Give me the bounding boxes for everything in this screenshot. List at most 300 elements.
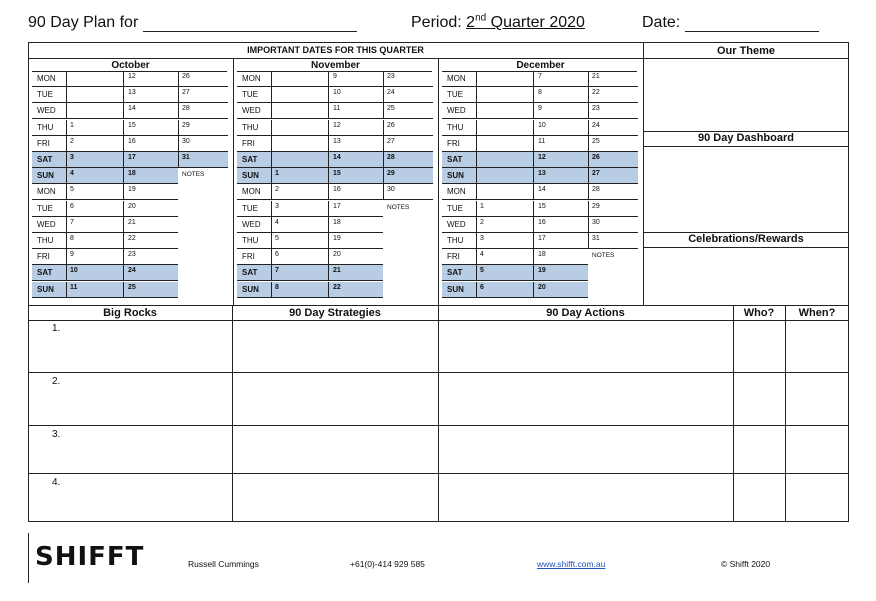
calendar-title: IMPORTANT DATES FOR THIS QUARTER <box>247 45 424 55</box>
calendar-row[interactable] <box>442 265 588 281</box>
month-divider-2 <box>438 58 439 306</box>
calendar-row[interactable] <box>32 152 228 168</box>
date-number: 12 <box>333 121 341 129</box>
day-name: TUE <box>37 90 53 100</box>
calendar-row[interactable] <box>237 103 433 119</box>
date-number: 29 <box>182 121 190 129</box>
plan-row-rule <box>28 473 849 474</box>
theme-title: Our Theme <box>716 45 776 57</box>
calendar-cell-divider <box>588 103 589 119</box>
calendar-row[interactable] <box>237 265 383 281</box>
calendar-cell-divider <box>476 282 477 298</box>
dashboard-title: 90 Day Dashboard <box>698 132 794 144</box>
day-name: SAT <box>37 155 53 164</box>
date-number: 21 <box>592 73 600 80</box>
date-number: 23 <box>128 251 136 259</box>
date-number: 4 <box>275 218 279 226</box>
calendar-cell-divider <box>476 233 477 249</box>
calendar-cell-divider <box>123 120 124 136</box>
date-number: 5 <box>70 186 74 194</box>
calendar-cell-divider <box>476 168 477 184</box>
date-number: 30 <box>592 218 600 226</box>
calendar-cell-divider <box>66 265 67 281</box>
day-name: SUN <box>37 284 54 294</box>
calendar-cell-divider <box>271 217 272 233</box>
calendar-row[interactable] <box>237 152 433 168</box>
date-number: 17 <box>538 235 546 242</box>
calendar-cell-divider <box>123 233 124 249</box>
calendar-cell-divider <box>476 120 477 136</box>
calendar-cell-divider <box>383 71 384 87</box>
month-name: October <box>111 60 150 71</box>
calendar-cell-divider <box>476 136 477 152</box>
calendar-cell-divider <box>533 233 534 249</box>
calendar-cell-divider <box>66 233 67 249</box>
date-number: 18 <box>128 170 136 178</box>
calendar-row[interactable] <box>442 282 588 298</box>
calendar-row[interactable] <box>237 201 383 217</box>
day-name: WED <box>37 219 56 229</box>
calendar-row-rule <box>32 297 178 298</box>
calendar-cell-divider <box>476 152 477 168</box>
date-number: 27 <box>182 89 190 97</box>
calendar-cell-divider <box>178 120 179 136</box>
calendar-cell-divider <box>533 168 534 184</box>
calendar-cell-divider <box>588 201 589 217</box>
calendar-row[interactable] <box>442 233 638 249</box>
date-number: 26 <box>387 121 395 129</box>
date-number: 8 <box>70 235 74 242</box>
day-name: TUE <box>242 90 258 100</box>
day-name: FRI <box>242 138 255 148</box>
calendar-cell-divider <box>66 217 67 233</box>
day-name: THU <box>447 236 464 245</box>
day-name: FRI <box>242 252 255 262</box>
date-number: 19 <box>128 186 136 194</box>
day-name: MON <box>37 74 56 83</box>
calendar-cell-divider <box>588 71 589 87</box>
notes-label: NOTES <box>387 203 410 211</box>
plan-for-heading <box>28 14 357 32</box>
calendar-cell-divider <box>271 265 272 281</box>
date-number: 1 <box>70 121 74 129</box>
calendar-cell-divider <box>588 168 589 184</box>
col-header-who: Who? <box>743 307 775 319</box>
calendar-cell-divider <box>588 120 589 136</box>
date-number: 29 <box>592 202 600 210</box>
date-number: 20 <box>333 251 341 259</box>
calendar-cell-divider <box>328 103 329 119</box>
day-name: FRI <box>447 252 460 262</box>
calendar-cell-divider <box>383 120 384 136</box>
calendar-row[interactable] <box>237 249 383 265</box>
calendar-row[interactable] <box>442 120 638 136</box>
calendar-row[interactable] <box>442 249 588 265</box>
calendar-row[interactable] <box>237 168 433 184</box>
date-number: 27 <box>387 137 395 145</box>
notes-label: NOTES <box>592 252 615 260</box>
date-number: 2 <box>70 137 74 145</box>
calendar-row[interactable] <box>237 136 433 152</box>
celebrations-title: Celebrations/Rewards <box>688 233 804 245</box>
month-divider-1 <box>233 58 234 306</box>
calendar-cell-divider <box>476 217 477 233</box>
calendar-cell-divider <box>271 249 272 265</box>
date-number: 2 <box>480 218 484 226</box>
date-number: 17 <box>128 154 136 161</box>
calendar-cell-divider <box>271 103 272 119</box>
calendar-cell-divider <box>66 136 67 152</box>
calendar-row[interactable] <box>442 87 638 103</box>
date-number: 13 <box>538 170 546 178</box>
calendar-cell-divider <box>328 136 329 152</box>
period-heading <box>411 14 585 32</box>
date-number: 15 <box>538 202 546 210</box>
date-number: 20 <box>128 202 136 210</box>
date-number: 23 <box>387 73 395 80</box>
calendar-cell-divider <box>66 103 67 119</box>
day-name: FRI <box>447 138 460 148</box>
date-number: 10 <box>538 121 546 129</box>
day-name: SAT <box>242 268 258 278</box>
calendar-row[interactable] <box>442 71 638 87</box>
date-number: 28 <box>592 186 600 194</box>
calendar-row[interactable] <box>32 87 228 103</box>
calendar-cell-divider <box>66 249 67 265</box>
date-number: 7 <box>70 218 74 226</box>
date-number: 13 <box>333 137 341 145</box>
calendar-cell-divider <box>271 152 272 168</box>
calendar-row-rule <box>237 297 383 298</box>
date-number: 25 <box>592 137 600 145</box>
date-number: 7 <box>538 73 542 80</box>
date-number: 4 <box>480 251 484 259</box>
day-name: WED <box>242 106 261 116</box>
date-number: 16 <box>538 218 546 226</box>
calendar-cell-divider <box>178 87 179 103</box>
calendar-cell-divider <box>328 168 329 184</box>
calendar-cell-divider <box>533 184 534 200</box>
day-name: TUE <box>447 203 463 213</box>
date-number: 17 <box>333 202 341 210</box>
calendar-cell-divider <box>383 152 384 168</box>
calendar-row[interactable] <box>442 136 638 152</box>
date-number: 6 <box>70 202 74 210</box>
month-name: December <box>516 60 565 71</box>
date-number: 26 <box>182 73 190 80</box>
calendar-cell-divider <box>588 152 589 168</box>
day-name: SUN <box>242 284 259 294</box>
date-number: 21 <box>128 218 136 226</box>
calendar-row[interactable] <box>237 120 433 136</box>
plan-col-divider <box>438 305 439 522</box>
date-number: 6 <box>480 283 484 291</box>
date-number: 28 <box>387 154 395 161</box>
calendar-cell-divider <box>271 87 272 103</box>
day-name: MON <box>447 187 466 197</box>
date-heading <box>642 14 819 32</box>
calendar-cell-divider <box>271 71 272 87</box>
date-number: 18 <box>538 251 546 259</box>
calendar-cell-divider <box>476 103 477 119</box>
plan-col-divider <box>785 305 786 522</box>
day-name: WED <box>447 106 466 116</box>
day-name: SAT <box>447 155 463 164</box>
date-number: 23 <box>592 105 600 113</box>
period-label: Period: <box>411 14 462 31</box>
day-name: FRI <box>37 252 50 262</box>
calendar-cell-divider <box>123 249 124 265</box>
calendar-cell-divider <box>476 184 477 200</box>
calendar-row[interactable] <box>32 233 178 249</box>
date-number: 12 <box>538 154 546 161</box>
calendar-cell-divider <box>66 168 67 184</box>
day-name: SUN <box>37 171 54 181</box>
plan-for-label: 90 Day Plan for <box>28 14 139 31</box>
date-number: 25 <box>387 105 395 113</box>
footer-website-link[interactable]: www.shifft.com.au <box>537 559 606 569</box>
calendar-row[interactable] <box>442 103 638 119</box>
day-name: SUN <box>447 171 464 181</box>
footer-name: Russell Cummings <box>188 559 259 569</box>
day-name: SAT <box>447 268 463 278</box>
calendar-cell-divider <box>383 184 384 200</box>
day-name: MON <box>447 74 466 83</box>
date-number: 30 <box>387 186 395 194</box>
calendar-cell-divider <box>476 201 477 217</box>
date-field[interactable] <box>685 15 819 32</box>
calendar-row[interactable] <box>32 103 228 119</box>
calendar-cell-divider <box>328 265 329 281</box>
date-number: 1 <box>275 170 279 178</box>
calendar-cell-divider <box>178 103 179 119</box>
calendar-row[interactable] <box>442 184 638 200</box>
day-name: TUE <box>37 203 53 213</box>
calendar-row[interactable] <box>442 217 638 233</box>
date-number: 20 <box>538 283 546 291</box>
row-number-2: 2. <box>52 376 61 387</box>
calendar-cell-divider <box>328 201 329 217</box>
calendar-cell-divider <box>533 282 534 298</box>
calendar-cell-divider <box>383 168 384 184</box>
calendar-cell-divider <box>533 103 534 119</box>
calendar-row[interactable] <box>32 282 178 298</box>
calendar-cell-divider <box>66 87 67 103</box>
calendar-row[interactable] <box>237 71 433 87</box>
theme-rule <box>643 58 849 59</box>
row-number-3: 3. <box>52 429 61 440</box>
date-number: 9 <box>333 73 337 80</box>
calendar-row[interactable] <box>237 87 433 103</box>
date-number: 14 <box>333 154 341 161</box>
date-number: 8 <box>275 283 279 291</box>
calendar-row[interactable] <box>32 168 178 184</box>
day-name: SAT <box>242 155 258 164</box>
date-number: 7 <box>275 267 279 275</box>
calendar-cell-divider <box>383 136 384 152</box>
calendar-cell-divider <box>271 282 272 298</box>
row-number-1: 1. <box>52 323 61 334</box>
col-header-when: When? <box>798 307 836 319</box>
dashboard-area[interactable] <box>646 149 846 229</box>
calendar-cell-divider <box>66 120 67 136</box>
notes-label: NOTES <box>182 171 205 179</box>
col-header-strategies: 90 Day Strategies <box>289 307 381 319</box>
day-name: WED <box>447 219 466 229</box>
date-number: 11 <box>538 137 546 145</box>
date-number: 31 <box>592 235 600 242</box>
date-number: 10 <box>333 89 341 97</box>
calendar-cell-divider <box>383 103 384 119</box>
date-number: 14 <box>128 105 136 113</box>
day-name: MON <box>242 74 261 83</box>
calendar-row[interactable] <box>32 136 228 152</box>
date-number: 28 <box>182 105 190 113</box>
plan-col-divider <box>232 305 233 522</box>
date-number: 3 <box>70 154 74 161</box>
calendar-cell-divider <box>271 136 272 152</box>
footer-accent-line <box>28 533 29 583</box>
calendar-row[interactable] <box>32 71 228 87</box>
col-header-actions: 90 Day Actions <box>546 307 625 319</box>
calendar-cell-divider <box>533 71 534 87</box>
calendar-cell-divider <box>328 184 329 200</box>
calendar-row[interactable] <box>442 168 638 184</box>
calendar-cell-divider <box>533 265 534 281</box>
calendar-row[interactable] <box>237 217 383 233</box>
calendar-cell-divider <box>271 184 272 200</box>
calendar-cell-divider <box>588 136 589 152</box>
calendar-cell-divider <box>178 136 179 152</box>
theme-area[interactable] <box>646 62 846 130</box>
day-name: TUE <box>242 203 258 213</box>
day-name: TUE <box>447 90 463 100</box>
calendar-cell-divider <box>533 136 534 152</box>
calendar-row[interactable] <box>237 233 383 249</box>
day-name: WED <box>37 106 56 116</box>
day-name: MON <box>242 187 261 197</box>
date-number: 1 <box>480 202 484 210</box>
calendar-cell-divider <box>123 265 124 281</box>
calendar-title-rule <box>28 58 643 59</box>
celebrations-area[interactable] <box>646 250 846 302</box>
date-number: 30 <box>182 137 190 145</box>
calendar-cell-divider <box>178 152 179 168</box>
day-name: SUN <box>242 171 259 181</box>
calendar-row[interactable] <box>32 120 228 136</box>
date-number: 11 <box>333 105 341 113</box>
plan-row-rule <box>28 372 849 373</box>
date-number: 14 <box>538 186 546 194</box>
date-number: 19 <box>333 235 341 242</box>
date-number: 22 <box>592 89 600 97</box>
date-number: 29 <box>387 170 395 178</box>
calendar-cell-divider <box>328 282 329 298</box>
date-number: 4 <box>70 170 74 178</box>
day-name: MON <box>37 187 56 197</box>
calendar-cell-divider <box>383 87 384 103</box>
calendar-row[interactable] <box>32 201 178 217</box>
day-name: SAT <box>37 268 53 278</box>
celebrations-rule <box>643 247 849 248</box>
date-number: 12 <box>128 73 136 80</box>
calendar-cell-divider <box>588 217 589 233</box>
calendar-row[interactable] <box>237 282 383 298</box>
calendar-cell-divider <box>328 233 329 249</box>
calendar-cell-divider <box>66 184 67 200</box>
calendar-cell-divider <box>533 152 534 168</box>
day-name: THU <box>37 122 54 132</box>
plan-col-divider <box>733 305 734 522</box>
date-number: 25 <box>128 283 136 291</box>
calendar-cell-divider <box>533 217 534 233</box>
calendar-cell-divider <box>123 168 124 184</box>
date-number: 24 <box>128 267 136 275</box>
calendar-row[interactable] <box>237 184 433 200</box>
calendar-row[interactable] <box>442 152 638 168</box>
calendar-cell-divider <box>271 120 272 136</box>
day-name: FRI <box>37 138 50 148</box>
plan-for-field[interactable] <box>143 15 357 32</box>
day-name: THU <box>447 122 464 132</box>
top-divider <box>643 42 644 306</box>
date-number: 11 <box>70 283 78 291</box>
footer-phone: +61(0)-414 929 585 <box>350 559 425 569</box>
calendar-cell-divider <box>271 201 272 217</box>
calendar-cell-divider <box>533 120 534 136</box>
calendar-cell-divider <box>588 184 589 200</box>
calendar-cell-divider <box>476 265 477 281</box>
date-number: 9 <box>538 105 542 113</box>
row-number-4: 4. <box>52 477 61 488</box>
day-name: THU <box>242 236 259 245</box>
date-number: 22 <box>128 235 136 242</box>
calendar-cell-divider <box>66 282 67 298</box>
date-number: 26 <box>592 154 600 161</box>
date-number: 6 <box>275 251 279 259</box>
calendar-cell-divider <box>123 87 124 103</box>
calendar-cell-divider <box>533 249 534 265</box>
calendar-row[interactable] <box>32 249 178 265</box>
calendar-cell-divider <box>328 120 329 136</box>
date-number: 8 <box>538 89 542 97</box>
calendar-cell-divider <box>66 71 67 87</box>
calendar-cell-divider <box>588 87 589 103</box>
calendar-row-rule <box>442 297 588 298</box>
calendar-row[interactable] <box>32 265 178 281</box>
date-number: 16 <box>128 137 136 145</box>
calendar-row[interactable] <box>32 217 178 233</box>
calendar-row[interactable] <box>442 201 638 217</box>
date-number: 10 <box>70 267 78 275</box>
calendar-cell-divider <box>123 184 124 200</box>
date-number: 18 <box>333 218 341 226</box>
date-number: 31 <box>182 154 190 161</box>
date-number: 2 <box>275 186 279 194</box>
day-name: THU <box>242 122 259 132</box>
date-number: 16 <box>333 186 341 194</box>
date-number: 5 <box>480 267 484 275</box>
calendar-cell-divider <box>588 233 589 249</box>
calendar-cell-divider <box>533 87 534 103</box>
col-header-big-rocks: Big Rocks <box>103 307 157 319</box>
calendar-cell-divider <box>328 249 329 265</box>
calendar-cell-divider <box>476 249 477 265</box>
calendar-cell-divider <box>123 282 124 298</box>
date-number: 5 <box>275 235 279 242</box>
date-number: 27 <box>592 170 600 178</box>
calendar-row[interactable] <box>32 184 178 200</box>
